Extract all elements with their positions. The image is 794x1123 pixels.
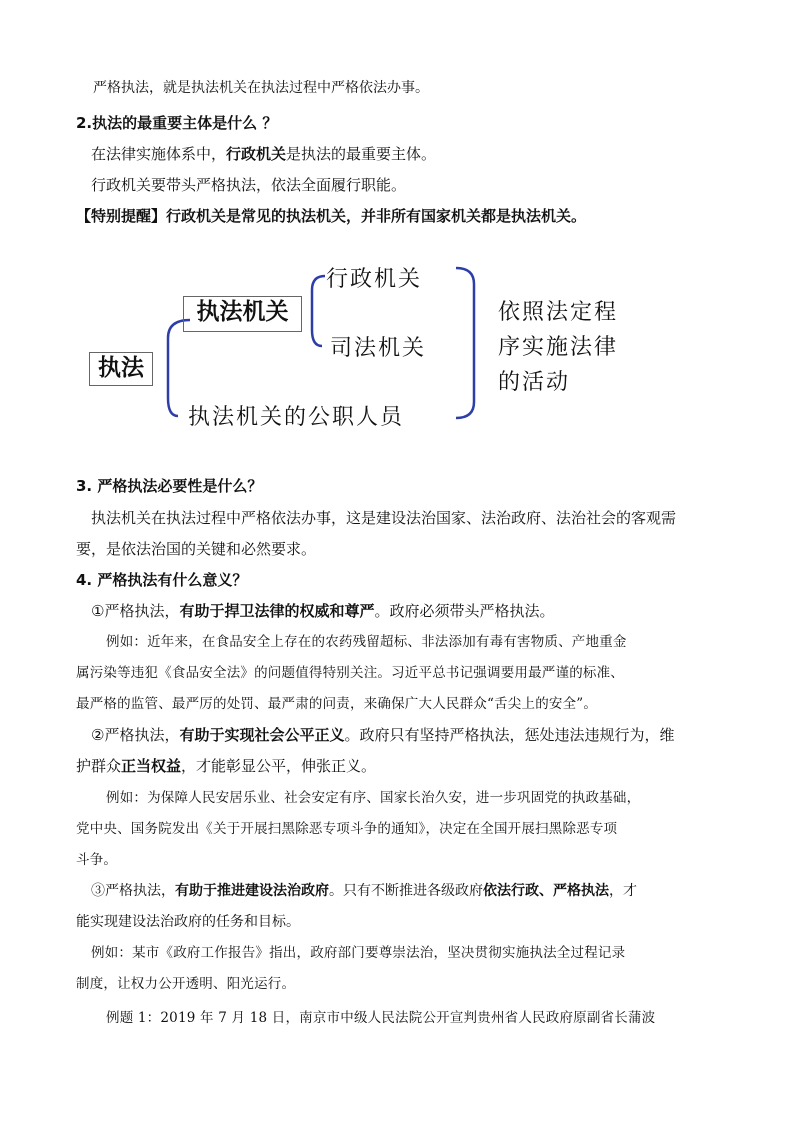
intro-line: 严格执法，就是执法机关在执法过程中严格依法办事。 <box>93 80 429 96</box>
example-3-line-1: 例如：某市《政府工作报告》指出，政府部门要尊崇法治，坚决贯彻实施执法全过程记录 <box>91 945 626 961</box>
q4-p3-text-end: ，才 <box>609 883 637 899</box>
q4-p1-bold: 有助于捍卫法律的权威和尊严 <box>179 602 375 620</box>
q4-p2-text: ②严格执法， <box>91 726 180 744</box>
q2-p1-text: 在法律实施体系中， <box>91 145 227 163</box>
q3-heading: 3. 严格执法必要性是什么？ <box>76 477 263 495</box>
q2-p1-text-end: 是执法的最重要主体。 <box>286 145 437 163</box>
diagram-root-box: 执法 <box>89 352 153 386</box>
diagram-agency-box: 执法机关 <box>183 296 302 332</box>
q4-p1-text: ①严格执法， <box>91 602 180 620</box>
q4-p1-text-end: 。政府必须带头严格执法。 <box>374 602 555 620</box>
q4-p2-l2-bold: 正当权益 <box>121 757 182 775</box>
example-2-line-2: 党中央、国务院发出《关于开展扫黑除恶专项斗争的通知》，决定在全国开展扫黑除恶专项 <box>76 821 618 837</box>
q2-paragraph-2: 行政机关要带头严格执法，依法全面履行职能。 <box>91 176 407 194</box>
q4-heading: 4. 严格执法有什么意义？ <box>76 571 248 589</box>
q4-point-1 <box>91 601 554 621</box>
diagram-judicial-label: 司法机关 <box>330 336 427 361</box>
q4-point-2-line-2 <box>76 756 376 776</box>
example-3-line-2: 制度，让权力公开透明、阳光运行。 <box>76 976 296 992</box>
example-question-1: 例题 1：2019 年 7 月 18 日，南京市中级人民法院公开宣判贵州省人民政府原副省长蒲波 <box>106 1010 656 1026</box>
q4-point-3 <box>91 881 637 901</box>
q4-p2-bold: 有助于实现社会公平正义 <box>179 726 345 744</box>
special-reminder: 【特别提醒】行政机关是常见的执法机关，并非所有国家机关都是执法机关。 <box>76 207 587 225</box>
q3-line-2: 要，是依法治国的关键和必然要求。 <box>76 540 317 558</box>
example-2-line-3: 斗争。 <box>76 852 118 868</box>
diagram-staff-label: 执法机关的公职人员 <box>188 405 405 430</box>
inner-bracket <box>312 276 325 346</box>
diagram-desc-line-1: 依照法定程 <box>498 300 619 325</box>
q4-point-2 <box>91 725 674 745</box>
q4-p3-text-mid: 。只有不断推进各级政府 <box>329 883 483 899</box>
outer-bracket <box>168 320 190 416</box>
diagram-admin-label: 行政机关 <box>326 267 423 292</box>
q4-p2-text-end: 。政府只有坚持严格执法，惩处违法违规行为，维 <box>344 726 675 744</box>
right-bracket <box>456 268 474 418</box>
q4-p3-text: ③严格执法， <box>91 883 175 899</box>
q2-heading: 2.执法的最重要主体是什么 ？ <box>76 114 278 132</box>
q4-p3-bold-2: 依法行政、严格执法 <box>483 883 609 899</box>
example-1-line-2: 属污染等违犯《食品安全法》的问题值得特别关注。习近平总书记强调要用最严谨的标准、 <box>76 665 624 681</box>
example-2-line-1: 例如：为保障人民安居乐业、社会安定有序、国家长治久安，进一步巩固党的执政基础， <box>106 790 641 806</box>
q4-p2-l2-text: 护群众 <box>76 757 122 775</box>
q4-point-3-line-2: 能实现建设法治政府的任务和目标。 <box>76 914 300 930</box>
diagram-desc-line-3: 的活动 <box>498 370 571 395</box>
q3-line-1: 执法机关在执法过程中严格依法办事，这是建设法治国家、法治政府、法治社会的客观需 <box>91 509 677 527</box>
q4-p3-bold-1: 有助于推进建设法治政府 <box>175 883 329 899</box>
q2-p1-bold: 行政机关 <box>226 145 287 163</box>
example-1-line-1: 例如：近年来，在食品安全上存在的农药残留超标、非法添加有毒有害物质、产地重金 <box>106 634 627 650</box>
example-1-line-3: 最严格的监管、最严厉的处罚、最严肃的问责，来确保广大人民群众“舌尖上的安全”。 <box>76 696 598 712</box>
diagram-desc-line-2: 序实施法律 <box>498 335 619 360</box>
q4-p2-l2-text-end: ，才能彰显公平，伸张正义。 <box>181 757 377 775</box>
